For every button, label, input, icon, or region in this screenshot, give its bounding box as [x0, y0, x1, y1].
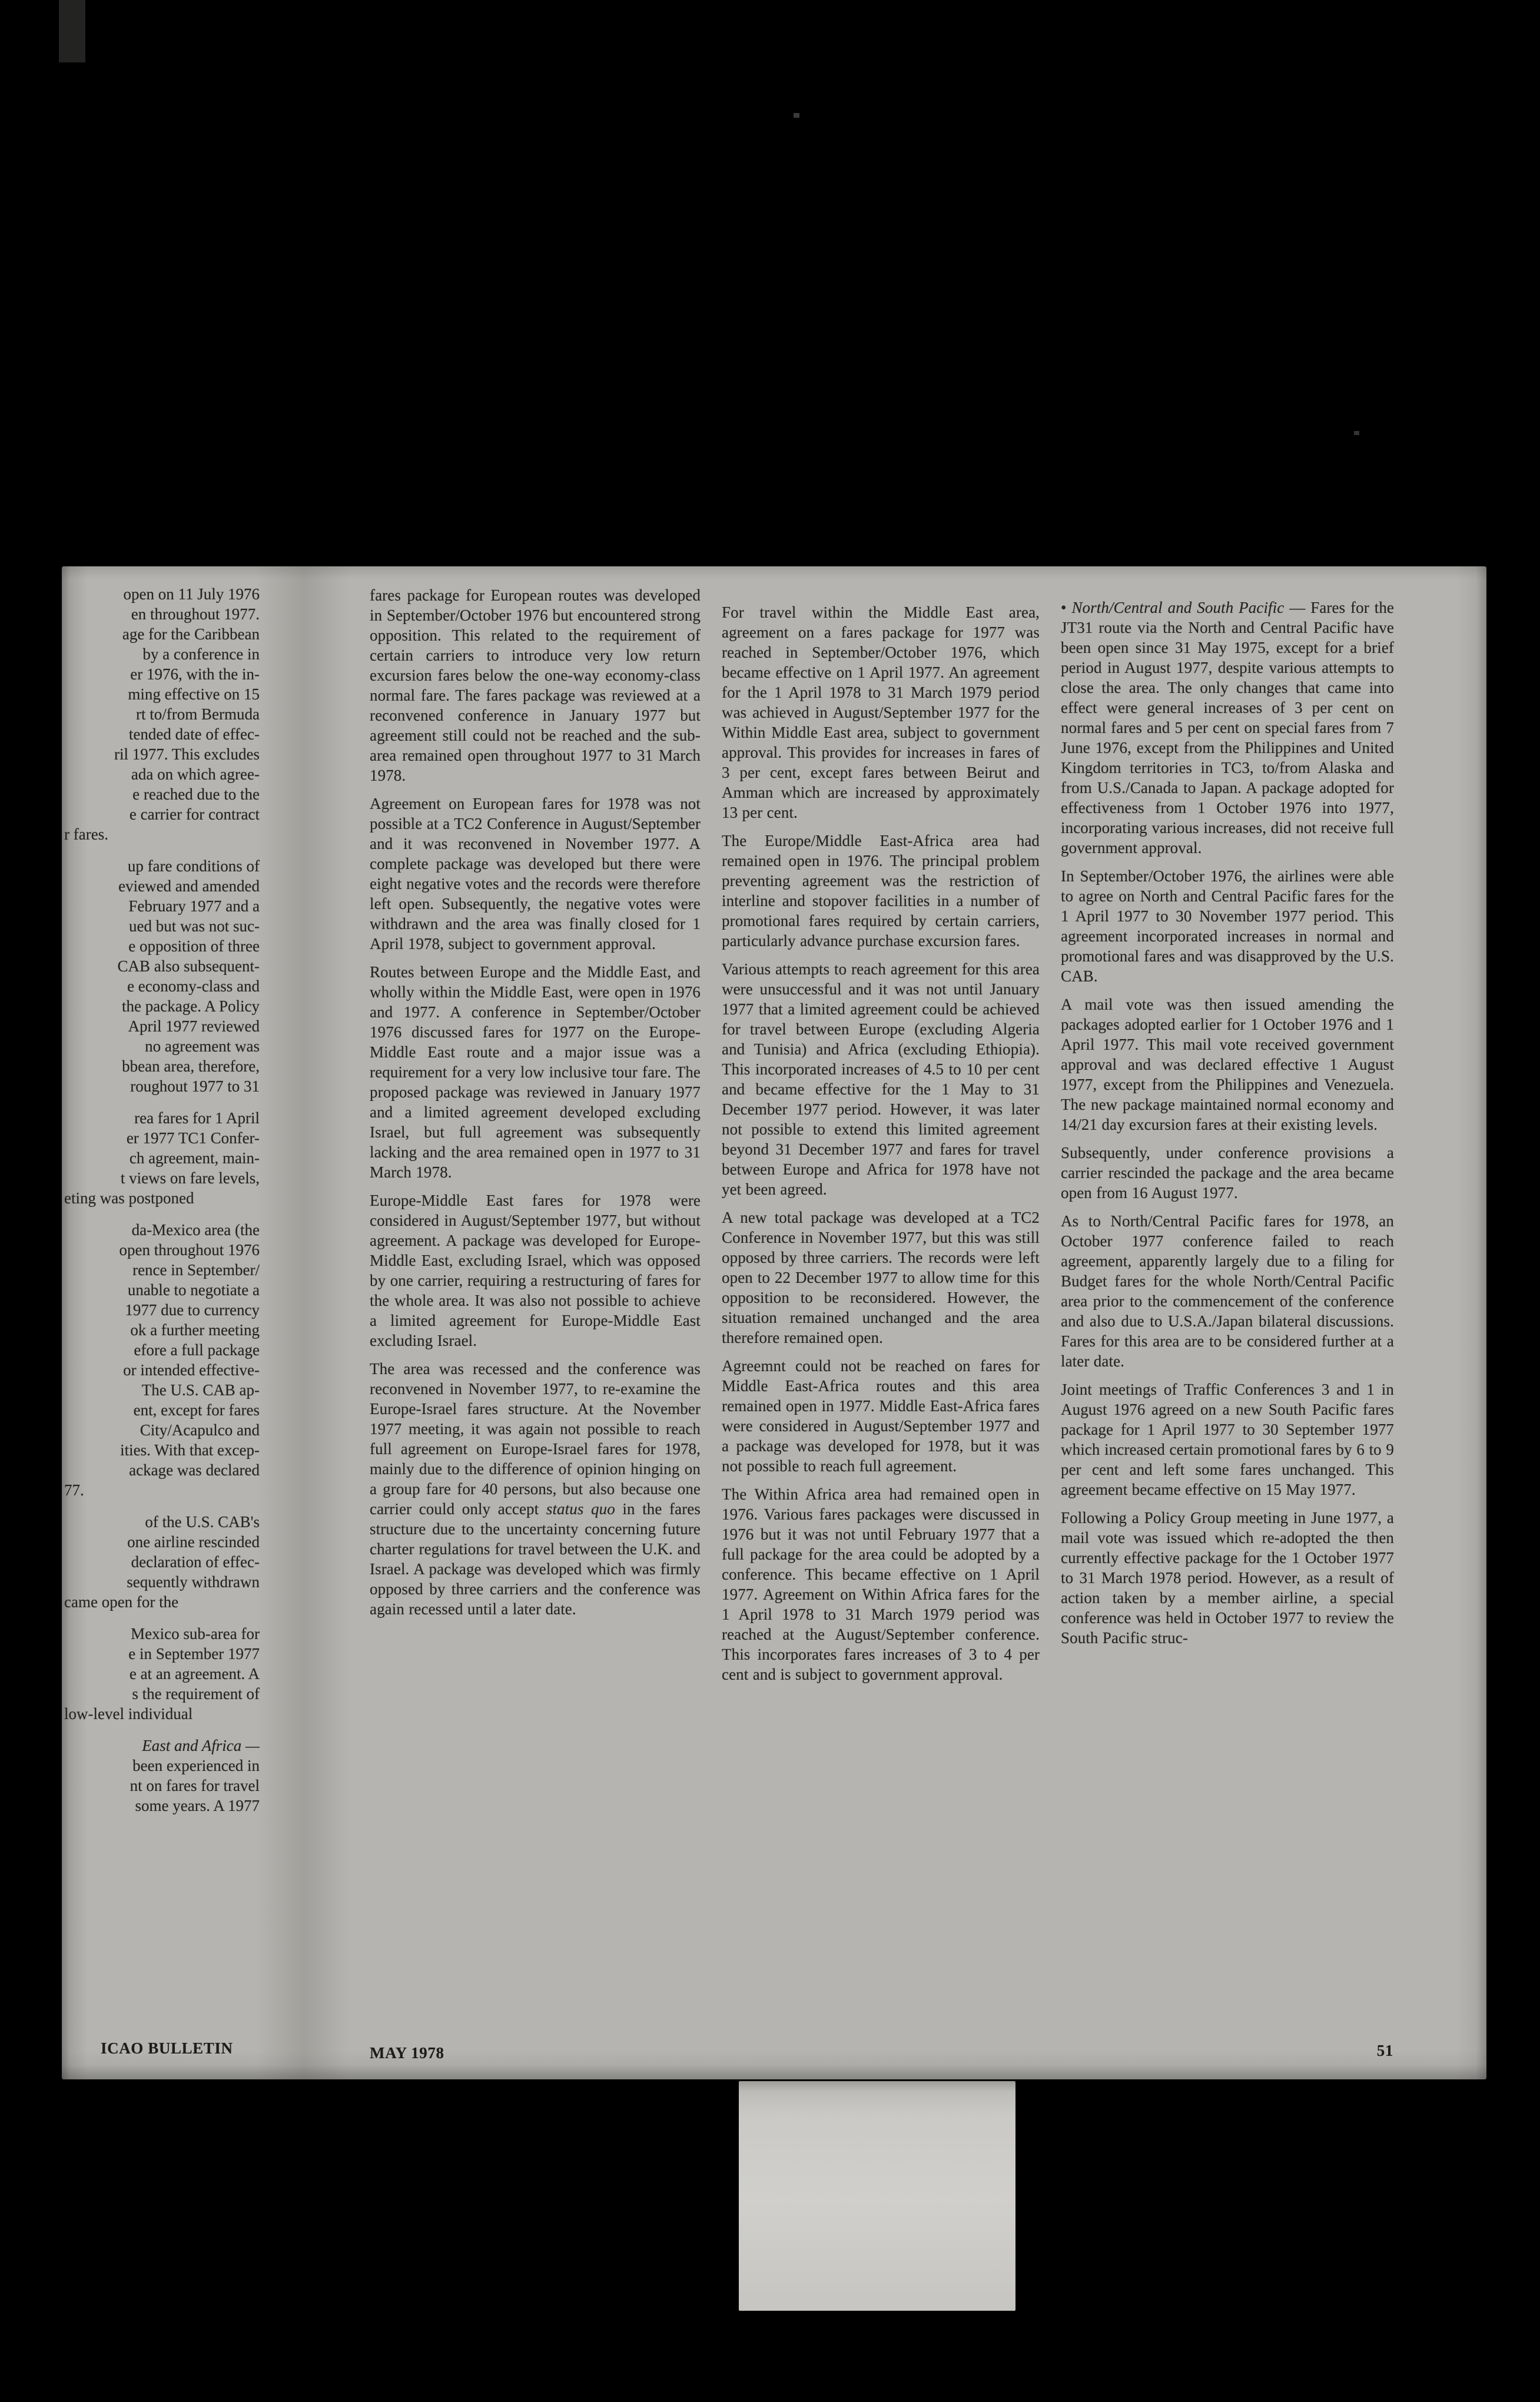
clipped-text-line: eviewed and amended: [118, 877, 260, 895]
clipped-text-line: City/Acapulco and: [140, 1421, 260, 1439]
clipped-text-line: da-Mexico area (the: [131, 1221, 260, 1239]
clipped-text-line: rt to/from Bermuda: [136, 705, 260, 723]
clipped-text-line: [64, 1724, 260, 1736]
clipped-text-line: rea fares for 1 April: [134, 1109, 260, 1127]
clipped-text-line: 77.: [64, 1481, 84, 1499]
clipped-text-line: [64, 1612, 260, 1624]
clipped-text-line: 1977 due to currency: [125, 1301, 260, 1319]
clipped-text-line: e in September 1977: [128, 1645, 260, 1663]
clipped-text-line: ackage was declared: [129, 1461, 260, 1479]
clipped-text-line: rence in September/: [132, 1261, 260, 1279]
paragraph: fares package for European routes was developed in September/October 1976 but encountered strong opposition. This related to the requirement of certain carriers to introduce very low return excursion fares below the one-way economy-class normal fare. The fares package was reviewed at a reconvened conference in January 1977 but agreement still could not be reached and the sub-area remained open throughout 1977 to 31 March 1978.: [370, 586, 701, 784]
clipped-text-line: The U.S. CAB ap-: [141, 1381, 260, 1399]
clipped-text-line: bbean area, therefore,: [122, 1057, 260, 1075]
clipped-text-line: er 1977 TC1 Confer-: [126, 1129, 260, 1147]
paragraph: The area was recessed and the conference was reconvened in November 1977, to re-examine the Europe-Israel fares structure. At the November 1977 meeting, it was again not possible to reach full agreement on Europe-Israel fares for 1978, mainly due to the difference of opinion hinging on a group fare for 40 persons, but also because one carrier could only accept status quo in the fares structure due to the uncertainty concerning future charter regulations for travel between the U.K. and Israel. A package was developed which was firmly opposed by three carriers and the conference was again recessed until a later date.: [370, 1360, 701, 1618]
clipped-text-line: one airline rescinded: [127, 1533, 260, 1551]
footer-page-number: 51: [1376, 2042, 1393, 2059]
paragraph: The Europe/Middle East-Africa area had remained open in 1976. The principal problem preventing agreement was the restriction of interline and stopover facilities in a number of promotional fares required by certain carriers, particularly advance purchase excursion fares.: [722, 832, 1040, 950]
scan-artifact: [1354, 431, 1359, 435]
clipped-text-line: e carrier for contract: [129, 805, 260, 823]
paragraph: In September/October 1976, the airlines were able to agree on North and Central Pacific fares for the 1 April 1977 to 30 November 1977 period. This agreement incorporated increases in normal and promotional fares and was disapproved by the U.S. CAB.: [1061, 867, 1394, 985]
clipped-text-line: the package. A Policy: [122, 997, 260, 1015]
footer-journal-title: ICAO BULLETIN: [101, 2039, 233, 2057]
clipped-text-line: [64, 1096, 260, 1108]
clipped-text-line: efore a full package: [134, 1341, 260, 1359]
clipped-text-line: declaration of effec-: [131, 1553, 260, 1571]
text-column-2: [722, 602, 1040, 1693]
clipped-text-line: low-level individual: [64, 1705, 193, 1723]
paragraph: Agreement on European fares for 1978 was not possible at a TC2 Conference in August/September and it was reconvened in November 1977. A complete package was developed but there were eight negative votes and the records were therefore left open. Subsequently, the negative votes were withdrawn and the area was finally closed for 1 April 1978, subject to government approval.: [370, 795, 701, 953]
clipped-text-line: Mexico sub-area for: [131, 1625, 260, 1643]
paragraph: Various attempts to reach agreement for this area were unsuccessful and it was not until January 1977 that a limited agreement could be achieved for travel between Europe (excluding Algeria and Tunisia) and Africa (excluding Ethiopia). This incorporated increases of 4.5 to 10 per cent and became effective for the 1 May to 31 December 1977 period. However, it was later not possible to extend this limited agreement beyond 31 December 1977 and fares for travel between Europe and Africa for 1978 have not yet been agreed.: [722, 960, 1040, 1198]
clipped-text-line: been experienced in: [132, 1757, 260, 1774]
clipped-text-line: ch agreement, main-: [129, 1149, 260, 1167]
paragraph: Joint meetings of Traffic Conferences 3 and 1 in August 1976 agreed on a new South Pacific fares package for 1 April 1977 to 30 September 1977 which increased certain promotional fares by 6 to 9 per cent and left some fares unchanged. This agreement became effective on 15 May 1977.: [1061, 1381, 1394, 1498]
footer-issue-date: MAY 1978: [370, 2044, 444, 2062]
paragraph: Europe-Middle East fares for 1978 were considered in August/September 1977, but without agreement. A package was developed for Europe-Middle East, excluding Israel, which was opposed by one carrier, requiring a restructuring of fares for the whole area. It was also not possible to achieve a limited agreement for Europe-Middle East excluding Israel.: [370, 1192, 701, 1349]
paragraph: A mail vote was then issued amending the packages adopted earlier for 1 October 1976 and 1 April 1977. This mail vote received government approval and was declared effective 1 August 1977, except from the Philippines and Venezuela. The new package maintained normal economy and 14/21 day excursion fares at their existing levels.: [1061, 996, 1394, 1133]
clipped-text-line: nt on fares for travel: [130, 1777, 260, 1794]
clipped-text-line: ued but was not suc-: [129, 917, 260, 935]
clipped-text-line: er 1976, with the in-: [130, 665, 260, 683]
left-page-partial-column: [64, 584, 260, 1816]
clipped-text-line: ok a further meeting: [130, 1321, 260, 1339]
paragraph: Subsequently, under conference provisions a carrier rescinded the package and the area became open from 16 August 1977.: [1061, 1144, 1394, 1202]
paragraph: For travel within the Middle East area, agreement on a fares package for 1977 was reached in September/October 1976, which became effective on 1 April 1977. An agreement for the 1 April 1978 to 31 March 1979 period was achieved in August/September 1977 for the Within Middle East area, subject to government approval. This provides for increases in fares of 3 per cent, except fares between Beirut and Amman which are increased by approximately 13 per cent.: [722, 603, 1040, 821]
clipped-text-line: or intended effective-: [123, 1361, 260, 1379]
inserted-card: [739, 2081, 1015, 2311]
clipped-text-line: r fares.: [64, 825, 108, 843]
clipped-text-line: ada on which agree-: [131, 765, 260, 783]
clipped-text-line: February 1977 and a: [128, 897, 260, 915]
clipped-text-line: e opposition of three: [128, 937, 260, 955]
clipped-text-line: ent, except for fares: [133, 1401, 260, 1419]
paragraph: A new total package was developed at a TC2 Conference in November 1977, but this was still opposed by three carriers. The records were left open to 22 December 1977 to allow time for this opposition to be reconsidered. However, the situation remained unchanged and the area therefore remained open.: [722, 1209, 1040, 1346]
clipped-text-line: ril 1977. This excludes: [114, 745, 260, 763]
paragraph: Agreemnt could not be reached on fares for Middle East-Africa routes and this area remained open in 1977. Middle East-Africa fares were considered in August/September 1977 and a package was developed for 1978, but it was not possible to reach full agreement.: [722, 1357, 1040, 1475]
clipped-text-line: t views on fare levels,: [120, 1169, 260, 1187]
clipped-text-line: e economy-class and: [127, 977, 260, 995]
clipped-text-line: sequently withdrawn: [127, 1573, 260, 1591]
clipped-text-line: en throughout 1977.: [131, 605, 260, 623]
paragraph: Routes between Europe and the Middle East, and wholly within the Middle East, were open in 1976 and 1977. A conference in September/October 1976 discussed fares for 1977 on the Europe-Middle East route and a major issue was a requirement for a very low inclusive tour fare. The proposed package was reviewed in January 1977 and a limited agreement developed excluding Israel, but full agreement was subsequently lacking and the area remained open in 1977 to 31 March 1978.: [370, 963, 701, 1181]
paragraph: • North/Central and South Pacific — Fares for the JT31 route via the North and Central Pacific have been open since 31 May 1975, except for a brief period in August 1977, despite various attempts to close the area. The only changes that came into effect were general increases of 3 per cent on normal fares and 5 per cent on special fares from 7 June 1976, except from the Philippines and United Kingdom territories in TC3, to/from Alaska and from U.S./Canada to Japan. A package adopted for effectiveness from 1 October 1976 into 1977, incorporating various increases, did not receive full government approval.: [1061, 599, 1395, 857]
clipped-text-line: roughout 1977 to 31: [130, 1077, 260, 1095]
clipped-text-line: open throughout 1976: [119, 1241, 260, 1259]
clipped-text-line: [64, 844, 260, 856]
clipped-text-line: some years. A 1977: [135, 1797, 260, 1814]
clipped-text-line: e reached due to the: [132, 785, 260, 803]
paragraph: The Within Africa area had remained open in 1976. Various fares packages were discussed in 1976 but it was not until February 1977 that a full package for the area could be adopted by a conference. This became effective on 1 April 1977. Agreement on Within Africa fares for the 1 April 1978 to 31 March 1979 period was reached at the August/September conference. This incorporates fares increases of 3 to 4 per cent and is subject to government approval.: [722, 1485, 1040, 1683]
text-column-1: [370, 585, 701, 1627]
magazine-page: [62, 566, 1486, 2079]
clipped-text-line: [64, 1500, 260, 1512]
clipped-text-line: by a conference in: [142, 645, 260, 663]
scan-artifact: [59, 0, 85, 62]
clipped-text-line: of the U.S. CAB's: [145, 1513, 260, 1531]
clipped-text-line: ities. With that excep-: [120, 1441, 260, 1459]
clipped-text-line: unable to negotiate a: [127, 1281, 260, 1299]
clipped-text-line: open on 11 July 1976: [123, 585, 260, 603]
clipped-text-line: [64, 1208, 260, 1220]
clipped-text-line: no agreement was: [145, 1037, 260, 1055]
clipped-text-line: April 1977 reviewed: [128, 1017, 260, 1035]
clipped-text-line: e at an agreement. A: [129, 1665, 260, 1683]
paragraph: As to North/Central Pacific fares for 1978, an October 1977 conference failed to reach agreement, apparently largely due to a filing for Budget fares for the whole North/Central Pacific area prior to the commencement of the conference and also due to U.S.A./Japan bilateral discussions. Fares for this area are to be considered further at a later date.: [1061, 1212, 1394, 1370]
clipped-text-line: East and Africa —: [142, 1737, 260, 1754]
paragraph: Following a Policy Group meeting in June 1977, a mail vote was issued which re-adopted the then currently effective package for the 1 October 1977 to 31 March 1978 period. However, as a result of action taken by a member airline, a special conference was held in October 1977 to review the South Pacific struc-: [1061, 1509, 1394, 1647]
clipped-text-line: eting was postponed: [64, 1189, 194, 1207]
clipped-text-line: up fare conditions of: [127, 857, 260, 875]
clipped-text-line: tended date of effec-: [128, 725, 260, 743]
clipped-text-line: CAB also subsequent-: [117, 957, 260, 975]
clipped-text-line: age for the Caribbean: [122, 625, 260, 643]
clipped-text-line: s the requirement of: [132, 1685, 260, 1703]
scan-artifact: [794, 113, 799, 118]
clipped-text-line: ming effective on 15: [128, 685, 260, 703]
clipped-text-line: came open for the: [64, 1593, 179, 1611]
text-column-3: [1061, 598, 1394, 1656]
